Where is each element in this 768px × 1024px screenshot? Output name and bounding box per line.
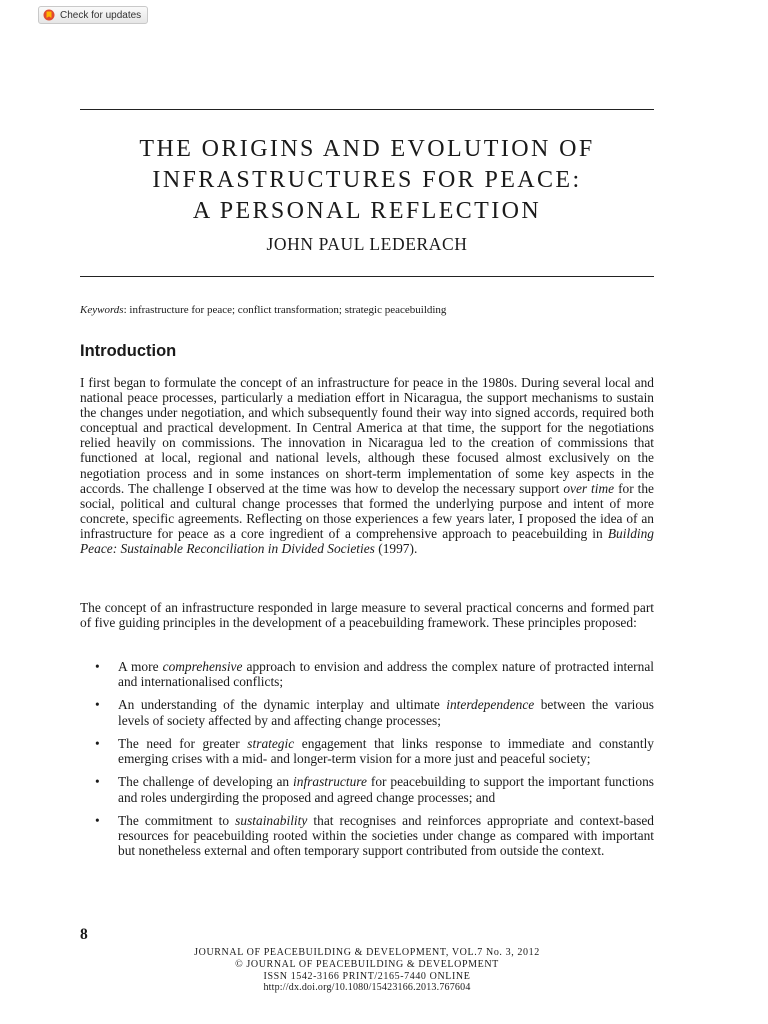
italic-text: strategic [247, 735, 295, 751]
text-run: I first began to formulate the concept of an infrastructure for peace in the 1980s. During several local and national peace processes, particularly a mediation effort in Nicaragua, the support mechanisms to sustain the changes under negotiation, and which subsequently found their way into signed accords, required both conceptual and practical development. In Central America at that time, the support for the negotiations relied heavily on commissions. The innovation in Nicaragua led to the creation of commissions that functioned at local, regional and national levels, although these focused almost exclusively on the negotiation process and in some instances on short-term implementation of some key aspects in the accords. The challenge I observed at the time was how to develop the necessary support [80, 375, 654, 496]
text-run: engagement that links response to immediate and constantly emerging crises with a mid- and longer-term vision for a more just and peaceful society; [118, 735, 654, 767]
issn-line: ISSN 1542-3166 PRINT/2165-7440 ONLINE [263, 970, 471, 982]
body-paragraph [80, 375, 654, 556]
bottom-rule [80, 276, 654, 277]
keywords-line [80, 304, 446, 316]
italic-text: infrastructure [293, 774, 367, 790]
keywords-text: : infrastructure for peace; conflict transformation; strategic peacebuilding [123, 304, 447, 316]
principle-item [80, 774, 654, 804]
principle-item [80, 736, 654, 766]
principle-item [80, 659, 654, 689]
text-run: between the various levels of society affected by and affecting change processes; [118, 697, 654, 728]
text-run: approach to envision and address the complex nature of protracted internal and internationalised conflicts; [118, 659, 655, 690]
top-rule [80, 109, 654, 110]
doi-line: http://dx.doi.org/10.1080/15423166.2013.767604 [263, 982, 471, 994]
text-run: that recognises and reinforces appropriate and context-based resources for peacebuilding rooted within the societies under change as compared with important but nonetheless external and often temporary support contributed from outside the context. [118, 812, 654, 859]
text-run: (1997). [374, 541, 418, 557]
bullet-marker: • [95, 774, 100, 790]
journal-citation: JOURNAL OF PEACEBUILDING & DEVELOPMENT, VOL.7 No. 3, 2012 [194, 947, 540, 958]
principle-item [80, 813, 654, 858]
text-run: The challenge of developing an [118, 774, 294, 790]
bullet-marker: • [95, 812, 100, 828]
article-title [80, 134, 654, 227]
text-run: for the social, political and cultural change processes that formed the underlying purpose and intent of more concrete, specific agreements. Reflecting on those experiences a few years later, I proposed the idea of an infrastructure for peace as a core ingredient of a comprehensive approach to peacebuilding in [80, 480, 655, 541]
body-paragraph: The concept of an infrastructure responded in large measure to several practical concerns and formed part of five guiding principles in the development of a peacebuilding framework. These principles proposed: [80, 600, 654, 631]
principles-list [80, 659, 654, 867]
check-for-updates-button[interactable] [38, 6, 148, 24]
italic-text: over time [563, 480, 615, 496]
title-line: INFRASTRUCTURES FOR PEACE: [152, 167, 582, 193]
bullet-marker: • [95, 697, 100, 713]
text-run: The need for greater [118, 735, 248, 751]
copyright-line: © JOURNAL OF PEACEBUILDING & DEVELOPMENT [235, 958, 499, 970]
article-author: JOHN PAUL LEDERACH [266, 234, 468, 254]
keywords-label: Keywords [80, 304, 124, 316]
italic-text: interdependence [446, 697, 535, 713]
check-for-updates-label: Check for updates [60, 9, 142, 21]
page-number: 8 [80, 926, 88, 943]
title-line: THE ORIGINS AND EVOLUTION OF [139, 136, 595, 162]
section-heading: Introduction [80, 342, 177, 360]
text-run: for peacebuilding to support the important functions and roles undergirding the proposed and agreed change processes; and [118, 774, 654, 805]
title-line: A PERSONAL REFLECTION [192, 198, 542, 224]
text-run: The commitment to [118, 812, 236, 828]
bullet-marker: • [95, 659, 100, 674]
bullet-marker: • [95, 735, 100, 751]
principle-item [80, 697, 654, 727]
italic-text: sustainability [235, 812, 308, 828]
text-run: A more [118, 659, 163, 674]
check-updates-icon [43, 9, 55, 21]
journal-footer [80, 947, 654, 994]
italic-text: Building Peace: Sustainable Reconciliation in Divided Societies [80, 525, 654, 557]
italic-text: comprehensive [162, 659, 243, 674]
text-run: An understanding of the dynamic interplay and ultimate [118, 697, 447, 713]
